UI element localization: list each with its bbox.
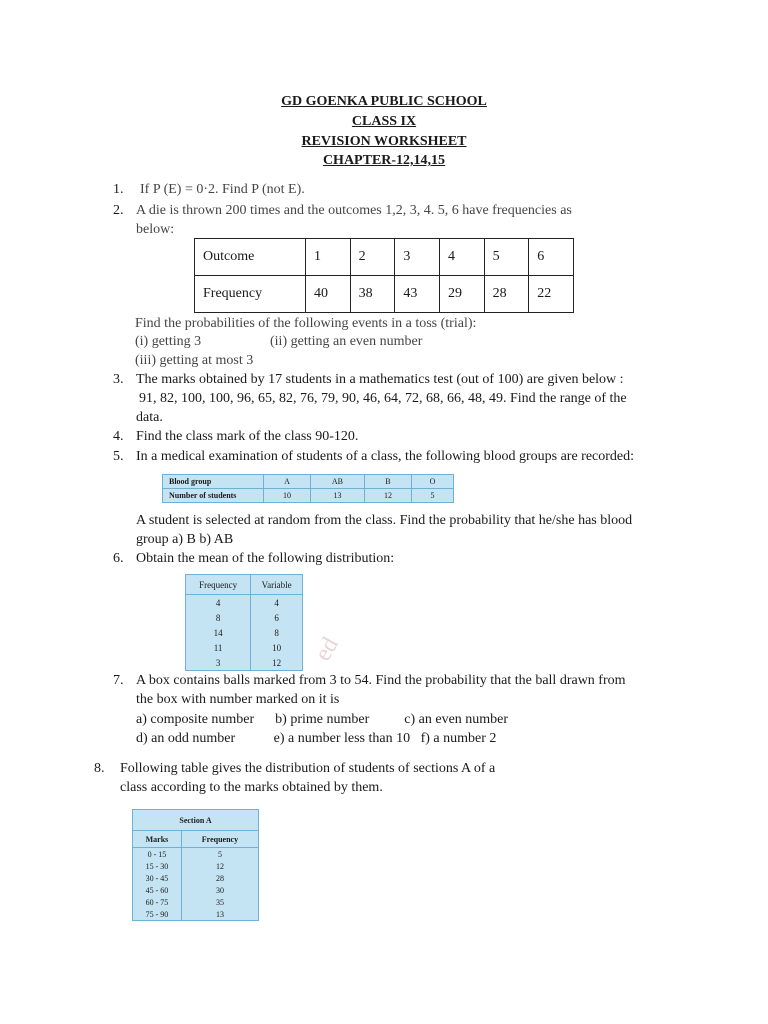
table-cell: 40 <box>306 276 351 313</box>
q3-text-2: 91, 82, 100, 100, 96, 65, 82, 76, 79, 90, 46, 64, 72, 68, 66, 48, 49. Find the range of the <box>139 391 627 406</box>
table-row <box>195 276 574 313</box>
table-cell: 5 <box>484 239 529 276</box>
table-caption: Section A <box>133 810 259 831</box>
table-cell: 30 <box>181 884 258 896</box>
q3-text-1: The marks obtained by 17 students in a mathematics test (out of 100) are given below : <box>136 372 624 387</box>
q7-options-2: d) an odd number e) a number less than 10 f) a number 2 <box>136 731 497 746</box>
table-row <box>186 610 303 625</box>
q5-after-1: A student is selected at random from the class. Find the probability that he/she has blood <box>136 513 633 528</box>
q7-options-1: a) composite number b) prime number c) an even number <box>136 712 509 727</box>
table-cell: 2 <box>350 239 395 276</box>
table-cell: 4 <box>251 595 303 611</box>
table-cell: 3 <box>395 239 440 276</box>
table-cell: AB <box>310 475 364 489</box>
table-cell: 75 - 90 <box>133 908 182 921</box>
table-row <box>163 475 454 489</box>
section-a-table <box>132 809 259 921</box>
distribution-table <box>185 574 303 671</box>
column-header-variable: Variable <box>251 575 303 595</box>
die-frequency-table <box>194 238 574 313</box>
column-header-frequency: Frequency <box>186 575 251 595</box>
row-label-outcome: Outcome <box>195 239 306 276</box>
q3-number: 3. <box>113 372 124 387</box>
q2-text-2: below: <box>136 222 175 237</box>
table-cell: 4 <box>439 239 484 276</box>
table-cell: 22 <box>529 276 574 313</box>
table-cell: 30 - 45 <box>133 872 182 884</box>
q5-number: 5. <box>113 449 124 464</box>
table-cell: 3 <box>186 655 251 671</box>
q7-number: 7. <box>113 673 124 688</box>
table-cell: 13 <box>181 908 258 921</box>
q1-text: If P (E) = 0·2. Find P (not E). <box>140 182 305 197</box>
q8-number: 8. <box>94 761 105 776</box>
q8-text-1: Following table gives the distribution of students of sections A of a <box>120 761 496 776</box>
watermark: ed <box>309 632 344 666</box>
table-row <box>186 595 303 611</box>
table-row <box>133 896 259 908</box>
q5-text: In a medical examination of students of a class, the following blood groups are recorded: <box>136 449 635 464</box>
q1-number: 1. <box>113 182 124 197</box>
q2-number: 2. <box>113 203 124 218</box>
table-cell: 10 <box>251 640 303 655</box>
table-row <box>186 655 303 671</box>
table-cell: 28 <box>181 872 258 884</box>
table-row <box>133 848 259 861</box>
q5-after-2: group a) B b) AB <box>136 532 234 547</box>
q2-option-iii: (iii) getting at most 3 <box>135 353 254 368</box>
table-cell: 13 <box>310 489 364 503</box>
table-row <box>163 489 454 503</box>
table-cell: 28 <box>484 276 529 313</box>
table-cell: 8 <box>186 610 251 625</box>
row-label-students: Number of students <box>163 489 264 503</box>
table-cell: 14 <box>186 625 251 640</box>
q8-text-2: class according to the marks obtained by them. <box>120 780 383 795</box>
table-row <box>133 872 259 884</box>
q2-after-1: Find the probabilities of the following events in a toss (trial): <box>135 316 477 331</box>
table-row <box>186 640 303 655</box>
table-row <box>186 575 303 595</box>
q6-text: Obtain the mean of the following distribution: <box>136 551 395 566</box>
table-cell: 10 <box>264 489 311 503</box>
table-cell: O <box>411 475 453 489</box>
q4-number: 4. <box>113 429 124 444</box>
q4-text: Find the class mark of the class 90-120. <box>136 429 359 444</box>
table-cell: 43 <box>395 276 440 313</box>
table-cell: 1 <box>306 239 351 276</box>
table-cell: 6 <box>529 239 574 276</box>
table-cell: 5 <box>181 848 258 861</box>
q7-text-1: A box contains balls marked from 3 to 54. Find the probability that the ball drawn from <box>136 673 626 688</box>
table-cell: 11 <box>186 640 251 655</box>
table-row <box>133 831 259 848</box>
table-cell: 4 <box>186 595 251 611</box>
q3-text-3: data. <box>136 410 163 425</box>
blood-group-table <box>162 474 454 503</box>
table-row <box>195 239 574 276</box>
row-label-frequency: Frequency <box>195 276 306 313</box>
q2-option-i: (i) getting 3 <box>135 334 202 349</box>
table-cell: 29 <box>439 276 484 313</box>
table-cell: 12 <box>364 489 411 503</box>
table-cell: 6 <box>251 610 303 625</box>
table-cell: 5 <box>411 489 453 503</box>
table-cell: A <box>264 475 311 489</box>
school-name: GD GOENKA PUBLIC SCHOOL <box>281 94 487 109</box>
chapter-title: CHAPTER-12,14,15 <box>322 153 446 168</box>
table-cell: B <box>364 475 411 489</box>
table-cell: 35 <box>181 896 258 908</box>
q2-text-1: A die is thrown 200 times and the outcomes 1,2, 3, 4. 5, 6 have frequencies as <box>136 203 572 218</box>
table-cell: 45 - 60 <box>133 884 182 896</box>
table-cell: 15 - 30 <box>133 860 182 872</box>
q2-option-ii: (ii) getting an even number <box>270 334 423 349</box>
class-name: CLASS IX <box>351 114 417 129</box>
table-row <box>133 884 259 896</box>
table-cell: 38 <box>350 276 395 313</box>
table-cell: 12 <box>181 860 258 872</box>
column-header-frequency: Frequency <box>181 831 258 848</box>
column-header-marks: Marks <box>133 831 182 848</box>
table-cell: 0 - 15 <box>133 848 182 861</box>
table-row <box>186 625 303 640</box>
q7-text-2: the box with number marked on it is <box>136 692 340 707</box>
table-cell: 60 - 75 <box>133 896 182 908</box>
table-cell: 12 <box>251 655 303 671</box>
table-row <box>133 908 259 921</box>
worksheet-title: REVISION WORKSHEET <box>301 134 467 149</box>
q6-number: 6. <box>113 551 124 566</box>
table-row <box>133 860 259 872</box>
table-row <box>133 810 259 831</box>
row-label-blood-group: Blood group <box>163 475 264 489</box>
table-cell: 8 <box>251 625 303 640</box>
